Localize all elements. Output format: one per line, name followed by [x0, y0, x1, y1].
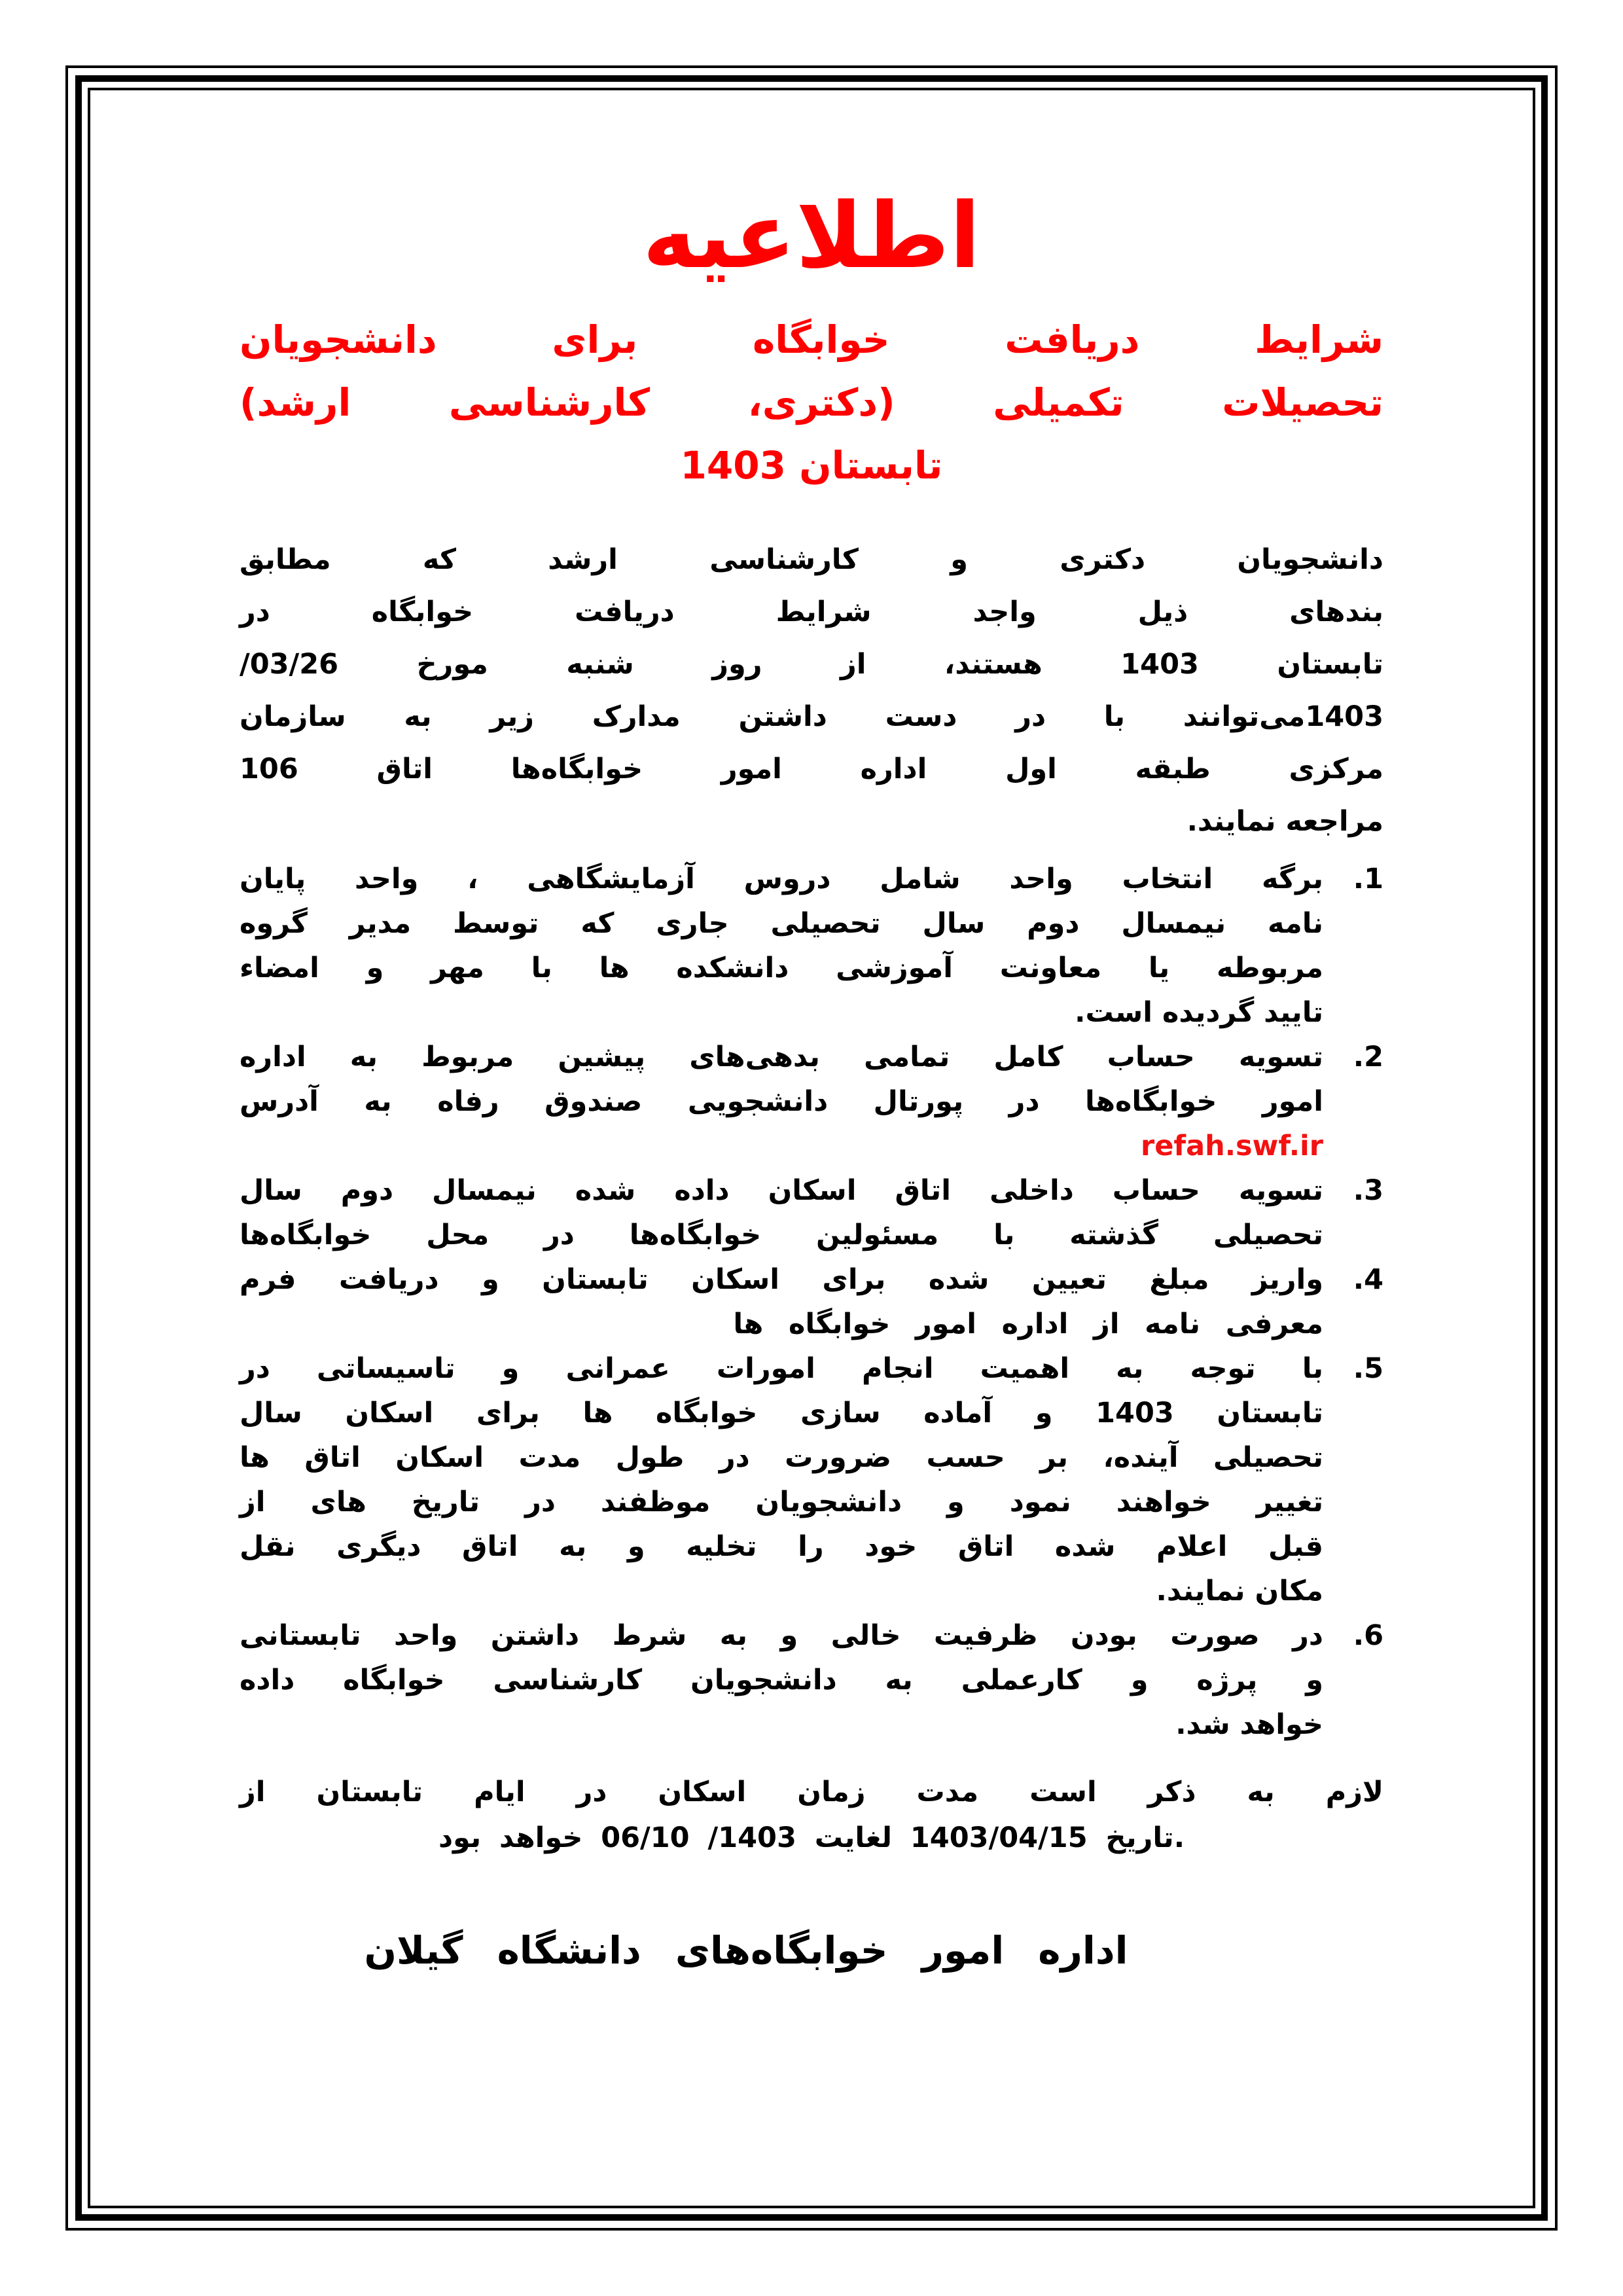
- text-line: تایید گردیده است.: [1075, 996, 1323, 1030]
- subtitle-line: تابستان 1403: [680, 443, 943, 488]
- item-number: 6.: [1353, 1619, 1383, 1653]
- text-line: دانشجویان دکتری و کارشناسی ارشد که مطابق: [240, 543, 1383, 577]
- list-item: [240, 1346, 1383, 1613]
- item-number: 4.: [1353, 1263, 1383, 1297]
- text-line: تحصیلی گذشته با مسئولین خوابگاه‌ها در محل خوابگاه‌ها: [240, 1219, 1323, 1252]
- text-line: معرفی نامه از اداره امور خوابگاه ها: [733, 1308, 1323, 1341]
- subtitle-line: شرایط دریافت خوابگاه برای دانشجویان: [240, 317, 1383, 363]
- refah-link[interactable]: refah.swf.ir: [1141, 1130, 1323, 1163]
- page-border-outer: [65, 65, 1558, 2231]
- text-line: واریز مبلغ تعیین شده برای اسکان تابستان و دریافت فرم: [240, 1263, 1323, 1297]
- list-item: [240, 1035, 1383, 1168]
- list-item: [240, 1613, 1383, 1747]
- text-line: برگه انتخاب واحد شامل دروس آزمایشگاهی ، واحد پایان: [240, 863, 1323, 896]
- item-text: [240, 1168, 1323, 1257]
- notice-title: اطلاعیه: [642, 183, 981, 289]
- note-paragraph: [240, 1769, 1383, 1861]
- text-line: امور خوابگاه‌ها در پورتال دانشجویی صندوق رفاه به آدرس: [240, 1085, 1323, 1119]
- text-line: مرکزی طبقه اول اداره امور خوابگاه‌ها اتاق 106: [240, 753, 1383, 786]
- text-line: تسویه حساب کامل تمامی بدهی‌های پیشین مربوط به اداره: [240, 1041, 1323, 1074]
- item-text: [240, 1257, 1323, 1346]
- intro-paragraph: [240, 533, 1383, 848]
- list-item: [240, 1168, 1383, 1257]
- item-number: 3.: [1353, 1174, 1383, 1208]
- page-border-inner: [88, 88, 1535, 2208]
- text-line: تابستان 1403 هستند، از روز شنبه مورخ 03/26/: [240, 648, 1383, 681]
- text-line: نامه نیمسال دوم سال تحصیلی جاری که توسط مدیر گروه: [240, 907, 1323, 941]
- list-item: [240, 1257, 1383, 1346]
- text-line: مراجعه نمایند.: [1186, 805, 1383, 838]
- item-number: 2.: [1353, 1041, 1383, 1074]
- text-line: با توجه به اهمیت انجام امورات عمرانی و تاسیساتی در: [240, 1352, 1323, 1386]
- text-line: و پرژه و کارعملی به دانشجویان کارشناسی خوابگاه داده: [240, 1664, 1323, 1697]
- text-line: در صورت بودن ظرفیت خالی و به شرط داشتن واحد تابستانی: [240, 1619, 1323, 1653]
- subtitle-line: تحصیلات تکمیلی (دکتری، کارشناسی ارشد): [240, 380, 1383, 425]
- item-text: [240, 1613, 1323, 1747]
- text-line: تغییر خواهند نمود و دانشجویان موظفند در تاریخ های از: [240, 1486, 1323, 1519]
- page-content: [90, 90, 1533, 2206]
- list-item: [240, 857, 1383, 1035]
- notice-subtitle: [240, 308, 1383, 497]
- page-border-thick: [75, 75, 1548, 2221]
- conditions-list: [240, 857, 1383, 1747]
- text-line: مربوطه یا معاونت آموزشی دانشکده ها با مهر و امضاء: [240, 952, 1323, 985]
- text-line: تحصیلی آینده، بر حسب ضرورت در طول مدت اسکان اتاق ها: [240, 1441, 1323, 1475]
- text-line: تسویه حساب داخلی اتاق اسکان داده شده نیمسال دوم سال: [240, 1174, 1323, 1208]
- text-line: قبل اعلام شده اتاق خود را تخلیه و به اتاق دیگری نقل: [240, 1530, 1323, 1564]
- item-number: 5.: [1353, 1352, 1383, 1386]
- item-text: [240, 857, 1323, 1035]
- signature-line: اداره امور خوابگاه‌های دانشگاه گیلان: [364, 1928, 1128, 1973]
- text-line: 1403می‌توانند با در دست داشتن مدارک زیر به سازمان: [240, 700, 1383, 734]
- item-number: 1.: [1353, 863, 1383, 896]
- text-line: خواهد شد.: [1175, 1708, 1323, 1742]
- text-line: بندهای ذیل واجد شرایط دریافت خوابگاه در: [240, 596, 1383, 629]
- item-text: [240, 1035, 1323, 1168]
- text-line: مکان نمایند.: [1156, 1575, 1323, 1608]
- text-line: تاریخ 1403/04/15 لغایت 1403/ 06/10 خواهد بود.: [438, 1821, 1185, 1855]
- text-line: تابستان 1403 و آماده سازی خوابگاه ها برای اسکان سال: [240, 1397, 1323, 1430]
- text-line: لازم به ذکر است مدت زمان اسکان در ایام تابستان از: [240, 1776, 1383, 1809]
- item-text: [240, 1346, 1323, 1613]
